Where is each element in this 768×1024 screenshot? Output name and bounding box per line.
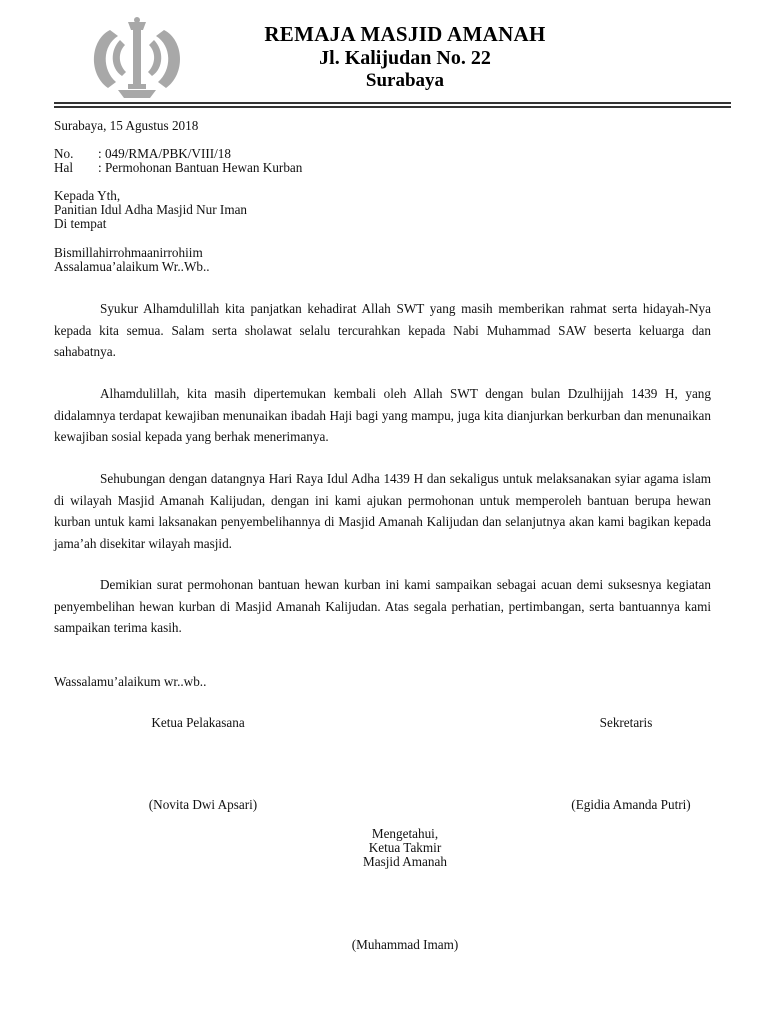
recipient-name: Panitian Idul Adha Masjid Nur Iman (54, 202, 248, 217)
body-paragraph-1: Syukur Alhamdulillah kita panjatkan kehadirat Allah SWT yang masih memberikan rahmat serta hidayah-Nya kepada kita semua. Salam serta sholawat selalu tercurahkan kepada Nabi Muhammad SAW beserta keluarga dan sahabatnya. (54, 301, 711, 359)
acknowledged-organization: Masjid Amanah (363, 854, 447, 869)
basmalah: Bismillahirrohmaanirrohiim (54, 245, 203, 260)
closing-salutation: Wassalamu’alaikum wr..wb.. (54, 674, 207, 689)
organization-city: Surabaya (365, 70, 445, 91)
acknowledged-title: Ketua Takmir (368, 840, 442, 855)
recipient-place: Di tempat (54, 216, 107, 231)
number-label: No. (54, 146, 74, 161)
date-line: Surabaya, 15 Agustus 2018 (54, 118, 199, 133)
organization-name: REMAJA MASJID AMANAH (264, 22, 546, 46)
signatory-left-title: Ketua Pelakasana (151, 715, 245, 730)
letterhead-divider (54, 102, 731, 104)
signatory-right-title: Sekretaris (599, 715, 653, 730)
acknowledged-name: (Muhammad Imam) (351, 937, 459, 952)
signatory-left-name: (Novita Dwi Apsari) (148, 797, 258, 812)
mosque-emblem-logo (88, 14, 186, 100)
acknowledged-label: Mengetahui, (371, 826, 439, 841)
number-value: : 049/RMA/PBK/VIII/18 (98, 146, 231, 161)
subject-value: : Permohonan Bantuan Hewan Kurban (98, 160, 303, 175)
organization-address: Jl. Kalijudan No. 22 (319, 47, 491, 69)
subject-label: Hal (54, 160, 74, 175)
body-paragraph-2: Alhamdulillah, kita masih dipertemukan kembali oleh Allah SWT dengan bulan Dzulhijjah 1439 H, yang didalamnya terdapat kewajiban menunaikan ibadah Haji bagi yang mampu, juga kita dianjurkan berkurban dan menunaikan kewajiban sosial kepada yang berhak menerimanya. (54, 386, 711, 444)
signatory-right-name: (Egidia Amanda Putri) (571, 797, 691, 812)
letterhead-divider-double (54, 106, 731, 108)
recipient-greeting: Kepada Yth, (54, 188, 121, 203)
body-paragraph-4: Demikian surat permohonan bantuan hewan kurban ini kami sampaikan sebagai acuan demi suksesnya kegiatan penyembelihan hewan kurban di Masjid Amanah Kalijudan. Atas segala perhatian, pertimbangan, serta bantuannya kami sampaikan terima kasih. (54, 577, 711, 635)
body-paragraph-3: Sehubungan dengan datangnya Hari Raya Idul Adha 1439 H dan sekaligus untuk melaksanakan syiar agama islam di wilayah Masjid Amanah Kalijudan, dengan ini kami ajukan permohonan untuk memperoleh bantuan berupa hewan kurban untuk kami laksanakan penyembelihannya di Masjid Amanah Kalijudan dan selanjutnya akan kami bagikan kepada jama’ah disekitar wilayah masjid. (54, 471, 711, 551)
salutation: Assalamua’alaikum Wr..Wb.. (54, 259, 210, 274)
